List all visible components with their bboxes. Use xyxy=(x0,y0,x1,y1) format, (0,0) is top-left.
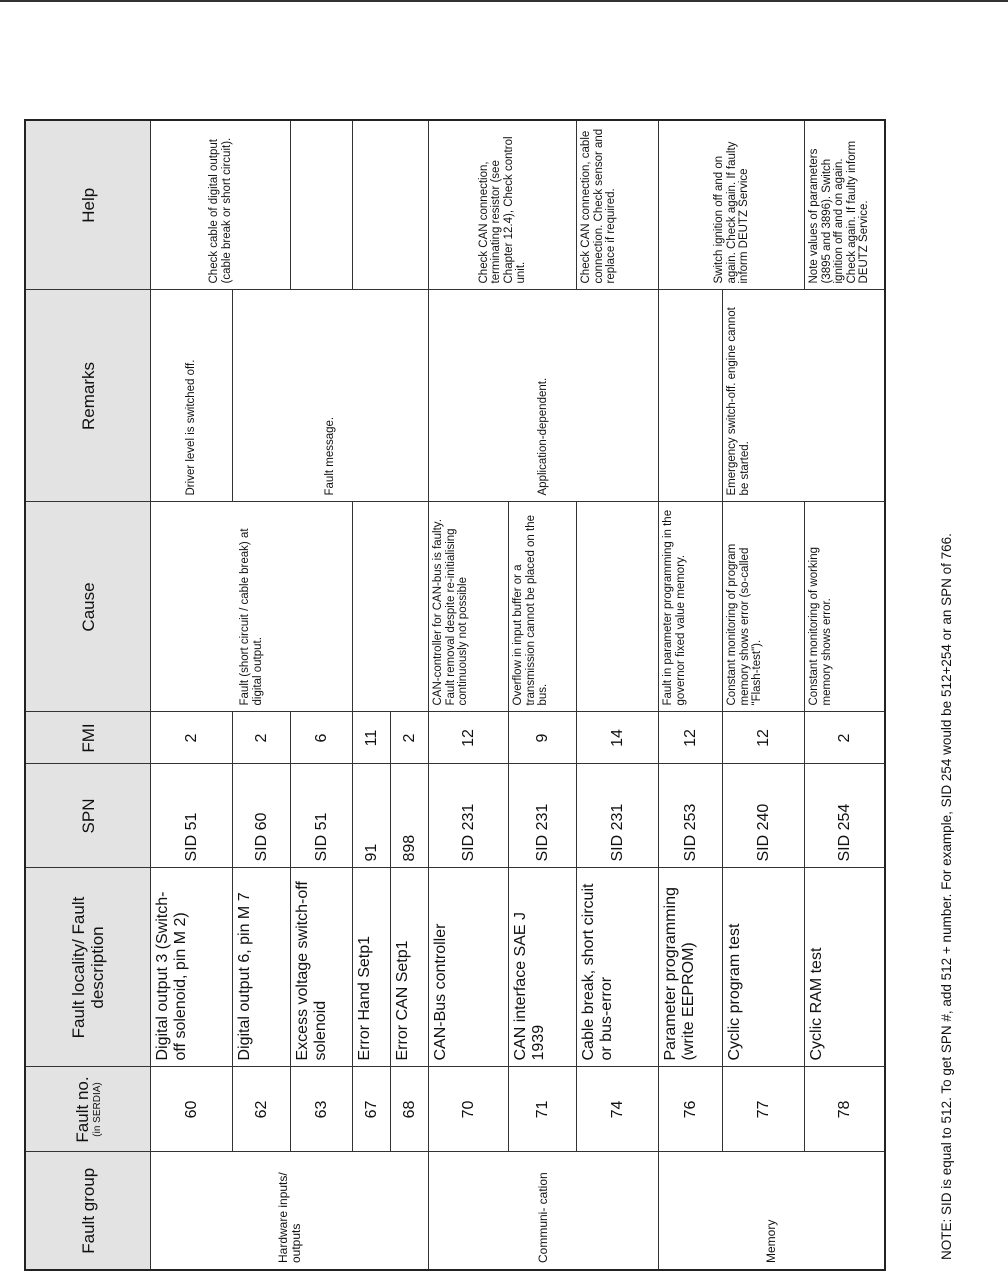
remarks-cell: Application-dependent. xyxy=(429,290,659,502)
spn-value: SID 51 xyxy=(291,764,353,868)
fmi-value: 12 xyxy=(659,712,723,764)
fault-no: 67 xyxy=(353,1067,391,1152)
help-cell: Switch ignition off and on again. Check again. If faulty inform DEUTZ Service xyxy=(659,120,805,290)
fault-description: Excess voltage switch-off solenoid xyxy=(291,868,353,1067)
spn-value: SID 253 xyxy=(659,764,723,868)
fault-description: Parameter programming (write EEPROM) xyxy=(659,868,723,1067)
help-cell-empty xyxy=(353,120,429,290)
fault-description: Digital output 3 (Switch-off solenoid, pin M 2) xyxy=(151,868,233,1067)
fmi-value: 12 xyxy=(429,712,509,764)
header-spn: SPN xyxy=(25,764,151,868)
cause-cell: Fault in parameter programming in the governor fixed value memory. xyxy=(659,502,723,712)
remarks-cell: Emergency switch-off. engine cannot be started. xyxy=(723,290,885,502)
group-communication: Communi- cation xyxy=(429,1152,659,1270)
fmi-value: 2 xyxy=(233,712,291,764)
spn-value: SID 60 xyxy=(233,764,291,868)
cause-cell: Constant monitoring of working memory shows error. xyxy=(805,502,885,712)
fault-description: Cable break, short circuit or bus-error xyxy=(577,868,659,1067)
cause-cell-empty xyxy=(353,502,429,712)
fmi-value: 2 xyxy=(805,712,885,764)
fmi-value: 6 xyxy=(291,712,353,764)
fault-no: 74 xyxy=(577,1067,659,1152)
header-fault-no-label: Fault no. xyxy=(72,1076,92,1143)
fault-no: 71 xyxy=(509,1067,577,1152)
fault-description: Error CAN Setp1 xyxy=(391,868,429,1067)
fault-no: 60 xyxy=(151,1067,233,1152)
remarks-cell: Driver level is switched off. xyxy=(151,290,233,502)
header-help: Help xyxy=(25,120,151,290)
header-fault-locality: Fault locality/ Fault description xyxy=(25,868,151,1067)
fault-no: 68 xyxy=(391,1067,429,1152)
fault-description: Digital output 6, pin M 7 xyxy=(233,868,291,1067)
fault-no: 76 xyxy=(659,1067,723,1152)
header-fault-group: Fault group xyxy=(25,1152,151,1270)
fault-no: 77 xyxy=(723,1067,805,1152)
header-fault-no-sub: (in SERDIA) xyxy=(91,1082,103,1137)
fmi-value: 11 xyxy=(353,712,391,764)
help-cell-empty xyxy=(291,120,353,290)
fault-no: 70 xyxy=(429,1067,509,1152)
fault-no: 62 xyxy=(233,1067,291,1152)
fault-description: Cyclic program test xyxy=(723,868,805,1067)
help-cell: Check CAN connection, terminating resistor (see Chapter 12.4), Check control unit. xyxy=(429,120,577,290)
cause-cell-empty xyxy=(577,502,659,712)
header-cause: Cause xyxy=(25,502,151,712)
spn-value: SID 231 xyxy=(429,764,509,868)
fault-no: 63 xyxy=(291,1067,353,1152)
header-row xyxy=(25,120,151,1270)
table-row xyxy=(151,120,233,1270)
footnote: NOTE: SID is equal to 512. To get SPN #, add 512 + number. For example, SID 254 would be 512+254 or an SPN of 766. xyxy=(939,533,954,1260)
cause-cell: Constant monitoring of program memory shows error (so-called "Flash-test"). xyxy=(723,502,805,712)
fmi-value: 12 xyxy=(723,712,805,764)
spn-value: 91 xyxy=(353,764,391,868)
fmi-value: 2 xyxy=(151,712,233,764)
spn-value: SID 231 xyxy=(509,764,577,868)
spn-value: 898 xyxy=(391,764,429,868)
fault-table-rotated xyxy=(24,121,886,1271)
fmi-value: 9 xyxy=(509,712,577,764)
fault-description: CAN interface SAE J 1939 xyxy=(509,868,577,1067)
help-cell: Check cable of digital output (cable break or short circuit). xyxy=(151,120,291,290)
fault-description: CAN-Bus controller xyxy=(429,868,509,1067)
table-row xyxy=(659,120,723,1270)
group-hardware: Hardware inputs/ outputs xyxy=(151,1152,429,1270)
fault-description: Cyclic RAM test xyxy=(805,868,885,1067)
remarks-cell: Fault message. xyxy=(233,290,429,502)
fault-no: 78 xyxy=(805,1067,885,1152)
top-rule xyxy=(0,0,1008,2)
group-memory: Memory xyxy=(659,1152,885,1270)
cause-cell: CAN-controller for CAN-bus is faulty. Fault removal despite re-initialising continuously not possible xyxy=(429,502,509,712)
header-fmi: FMI xyxy=(25,712,151,764)
spn-value: SID 254 xyxy=(805,764,885,868)
header-fault-no xyxy=(25,1067,151,1152)
fault-table xyxy=(24,119,886,1271)
spn-value: SID 51 xyxy=(151,764,233,868)
spn-value: SID 240 xyxy=(723,764,805,868)
spn-value: SID 231 xyxy=(577,764,659,868)
fault-description: Error Hand Setp1 xyxy=(353,868,391,1067)
cause-cell: Overflow in input buffer or a transmission cannot be placed on the bus. xyxy=(509,502,577,712)
cause-cell: Fault (short circuit / cable break) at digital output. xyxy=(151,502,353,712)
help-cell: Note values of parameters (3895 and 3896). Switch ignition off and on again. Check again. If faulty inform DEUTZ Service. xyxy=(805,120,885,290)
header-remarks: Remarks xyxy=(25,290,151,502)
fmi-value: 14 xyxy=(577,712,659,764)
help-cell: Check CAN connection, cable connection. Check sensor and replace if required. xyxy=(577,120,659,290)
table-row xyxy=(723,120,805,1270)
remarks-cell-empty xyxy=(659,290,723,502)
table-row xyxy=(429,120,509,1270)
fmi-value: 2 xyxy=(391,712,429,764)
